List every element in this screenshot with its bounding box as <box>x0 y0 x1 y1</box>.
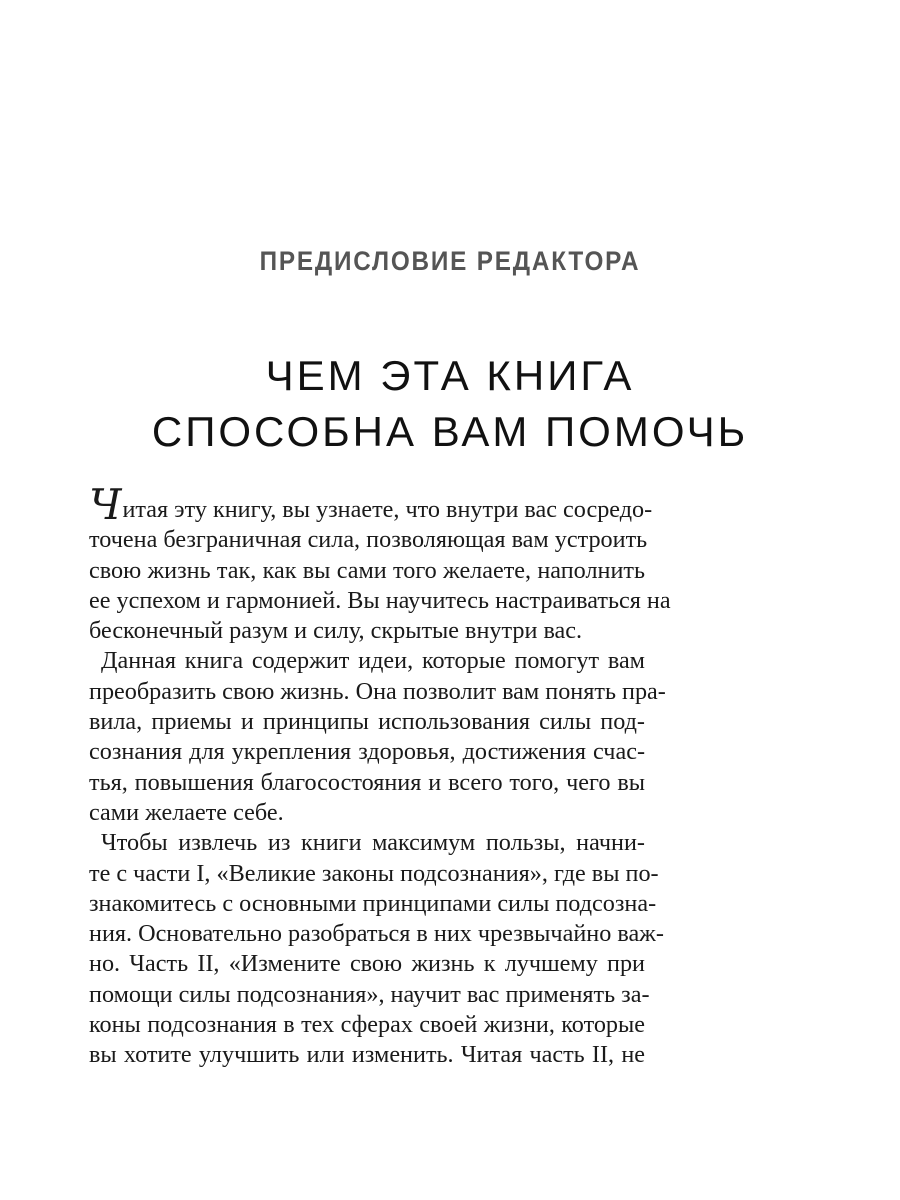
text-line: но. Часть II, «Измените свою жизнь к лучшему при <box>89 950 645 978</box>
text-line: тья, повышения благосостояния и всего того, чего вы <box>89 768 645 796</box>
text-line: ее успехом и гармонией. Вы научитесь настраиваться на <box>89 586 671 614</box>
text-line: вы хотите улучшить или изменить. Читая часть II, не <box>89 1041 645 1069</box>
text-line: свою жизнь так, как вы сами того желаете, наполнить <box>89 556 645 584</box>
paragraph-1 <box>89 480 671 646</box>
text-line-content: итая эту книгу, вы узнаете, что внутри вас сосредо- <box>122 496 653 523</box>
body-text <box>89 480 671 1071</box>
text-line: те с части I, «Великие законы подсознания», где вы по- <box>89 859 659 887</box>
text-line: сознания для укрепления здоровья, достижения счас- <box>89 738 645 766</box>
chapter-title-line-2: СПОСОБНА ВАМ ПОМОЧЬ <box>151 408 749 455</box>
text-line: коны подсознания в тех сферах своей жизни, которые <box>89 1011 645 1039</box>
chapter-title <box>0 348 900 460</box>
text-line: Данная книга содержит идеи, которые помогут вам <box>101 647 645 675</box>
section-label: ПРЕДИСЛОВИЕ РЕДАКТОРА <box>259 246 641 276</box>
paragraph-2 <box>89 646 666 828</box>
text-line: преобразить свою жизнь. Она позволит вам понять пра- <box>89 677 666 705</box>
text-line: Чтобы извлечь из книги максимум пользы, начни- <box>101 829 645 857</box>
text-line: вила, приемы и принципы использования силы под- <box>89 708 645 736</box>
drop-cap: Ч <box>89 480 122 529</box>
chapter-title-line-1: ЧЕМ ЭТА КНИГА <box>265 352 635 399</box>
text-line: ния. Основательно разобраться в них чрезвычайно важ- <box>89 920 664 948</box>
text-line: помощи силы подсознания», научит вас применять за- <box>89 980 650 1008</box>
text-line: знакомитесь с основными принципами силы подсозна- <box>89 889 657 917</box>
text-line: бесконечный разум и силу, скрытые внутри вас. <box>89 617 583 645</box>
text-line: сами желаете себе. <box>89 798 284 826</box>
text-line: точена безграничная сила, позволяющая вам устроить <box>89 526 648 554</box>
paragraph-3 <box>89 828 664 1070</box>
text-line <box>89 480 653 529</box>
